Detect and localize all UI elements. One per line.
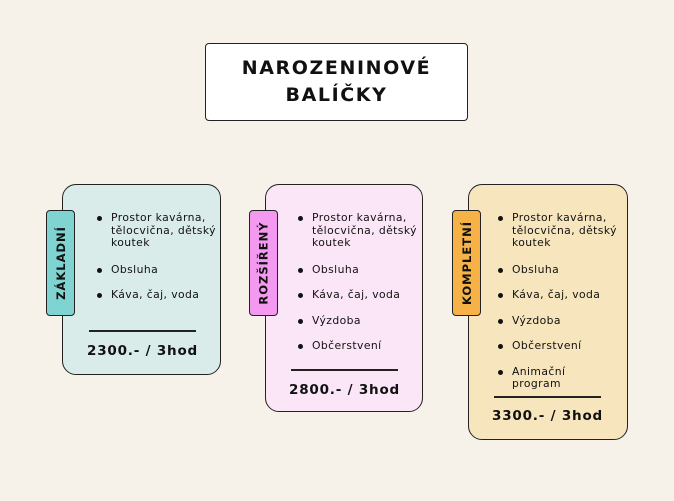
package-price-extended: 2800.- / 3hod: [289, 382, 400, 398]
price-divider-basic: [89, 330, 196, 332]
list-item: Káva, čaj, voda: [96, 289, 220, 302]
package-items-extended: [297, 212, 421, 353]
package-items-basic: [96, 212, 220, 302]
list-item: Občerstvení: [297, 340, 421, 353]
page-title: [205, 43, 468, 121]
title-line-2: BALÍČKY: [285, 84, 388, 106]
package-tag-extended: [249, 210, 278, 316]
price-divider-extended: [291, 369, 398, 371]
package-name-basic: ZÁKLADNÍ: [53, 226, 68, 300]
list-item: Výzdoba: [297, 315, 421, 328]
list-item: Prostor kavárna, tělocvična, dětský koutek: [497, 212, 621, 250]
list-item: Obsluha: [497, 264, 621, 277]
list-item: Obsluha: [96, 264, 220, 277]
package-price-complete: 3300.- / 3hod: [492, 408, 603, 424]
package-price-basic: 2300.- / 3hod: [87, 343, 198, 359]
package-name-extended: ROZŠÍŘENÝ: [256, 221, 271, 305]
package-tag-complete: [452, 210, 481, 316]
list-item: Káva, čaj, voda: [297, 289, 421, 302]
list-item: Prostor kavárna, tělocvična, dětský koutek: [96, 212, 220, 250]
package-items-complete: [497, 212, 621, 391]
list-item: Káva, čaj, voda: [497, 289, 621, 302]
list-item: Animační program: [497, 366, 572, 391]
list-item: Prostor kavárna, tělocvična, dětský koutek: [297, 212, 421, 250]
list-item: Obsluha: [297, 264, 421, 277]
title-line-1: NAROZENINOVÉ: [241, 57, 432, 79]
list-item: Výzdoba: [497, 315, 621, 328]
package-name-complete: KOMPLETNÍ: [459, 221, 474, 305]
package-tag-basic: [46, 210, 75, 316]
list-item: Občerstvení: [497, 340, 621, 353]
price-divider-complete: [494, 396, 601, 398]
